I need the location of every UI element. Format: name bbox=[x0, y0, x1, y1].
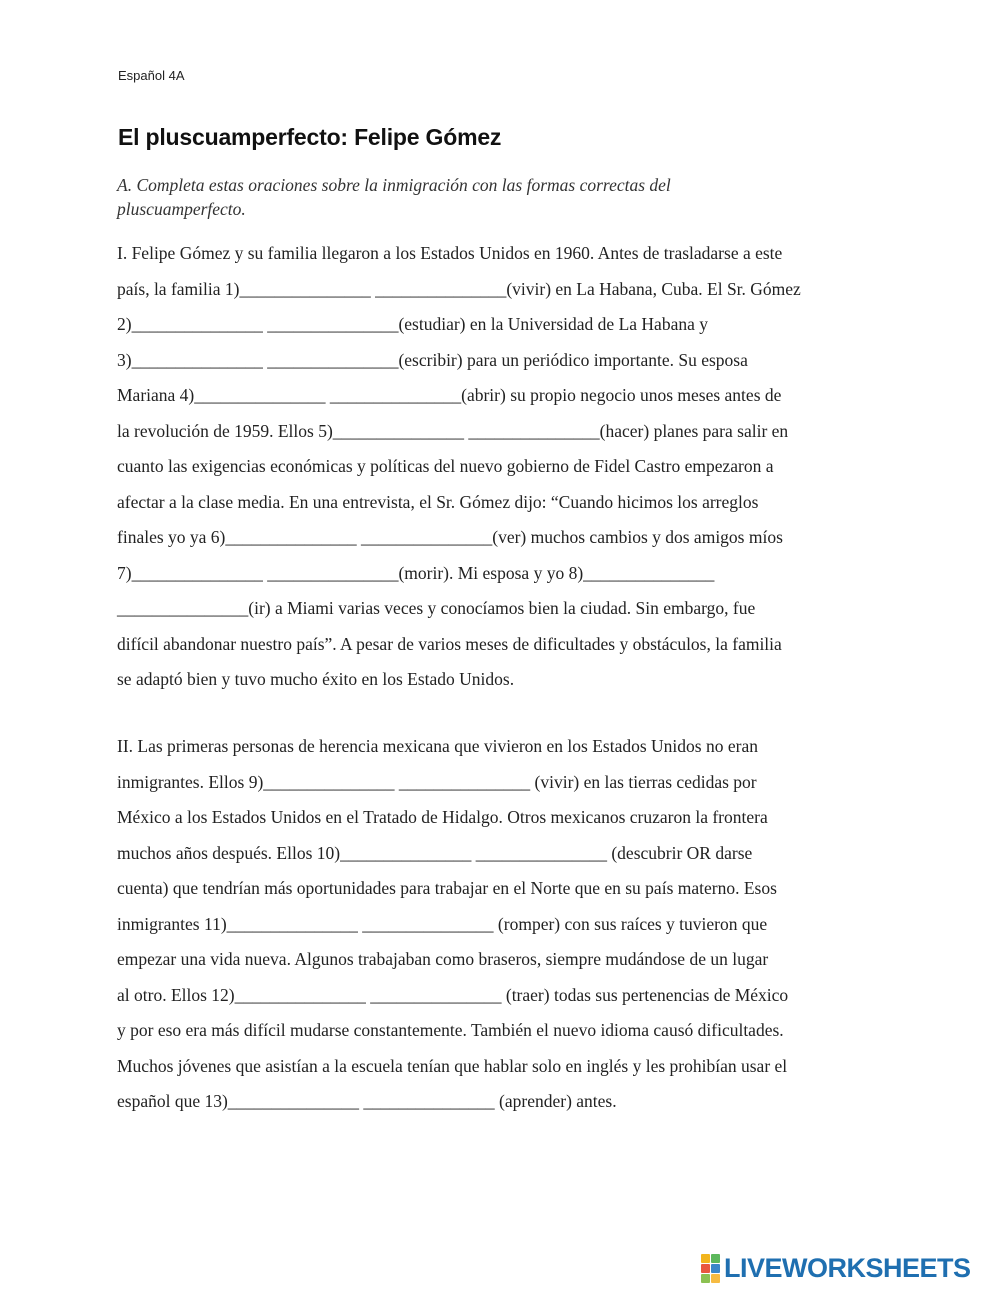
text-line-blank-3[interactable]: 3)_______________ _______________(escribir) para un periódico importante. Su esposa bbox=[117, 349, 748, 370]
text-line: Muchos jóvenes que asistían a la escuela tenían que hablar solo en inglés y les prohibían usar el bbox=[117, 1055, 788, 1076]
text-line-blank-12[interactable]: al otro. Ellos 12)_______________ _______________ (traer) todas sus pertenencias de México bbox=[117, 984, 789, 1005]
logo-tile bbox=[711, 1264, 720, 1273]
text-line-blank-4[interactable]: Mariana 4)_______________ _______________(abrir) su propio negocio unos meses antes de bbox=[117, 385, 782, 405]
logo-icon bbox=[701, 1254, 720, 1283]
text-line-blank-6[interactable]: finales yo ya 6)_______________ _______________(ver) muchos cambios y dos amigos míos bbox=[117, 527, 783, 547]
instruction-line: pluscuamperfecto. bbox=[117, 199, 246, 219]
logo-tile bbox=[701, 1264, 710, 1273]
text-line: México a los Estados Unidos en el Tratado de Hidalgo. Otros mexicanos cruzaron la frontera bbox=[117, 807, 768, 827]
text-line-blank-9[interactable]: inmigrantes. Ellos 9)_______________ _______________ (vivir) en las tierras cedidas por bbox=[117, 771, 757, 792]
course-label: Español 4A bbox=[118, 68, 185, 83]
text-line: cuanto las exigencias económicas y políticas del nuevo gobierno de Fidel Castro empezaron a bbox=[117, 456, 774, 476]
instruction-line: A. Completa estas oraciones sobre la inmigración con las formas correctas del bbox=[117, 175, 671, 195]
logo-tile bbox=[711, 1254, 720, 1263]
text-line-blank-11[interactable]: inmigrantes 11)_______________ _______________ (romper) con sus raíces y tuvieron que bbox=[117, 913, 768, 934]
logo-tile bbox=[701, 1254, 710, 1263]
text-line: y por eso era más difícil mudarse constantemente. También el nuevo idioma causó dificultades. bbox=[117, 1020, 784, 1040]
text-line: II. Las primeras personas de herencia mexicana que vivieron en los Estados Unidos no eran bbox=[117, 736, 758, 756]
logo-tile bbox=[711, 1274, 720, 1283]
text-line: se adaptó bien y tuvo mucho éxito en los Estado Unidos. bbox=[117, 669, 515, 689]
text-line: difícil abandonar nuestro país”. A pesar de varios meses de dificultades y obstáculos, la familia bbox=[117, 633, 782, 654]
text-line-blank-13[interactable]: español que 13)_______________ _______________ (aprender) antes. bbox=[117, 1091, 617, 1111]
text-line-blank-2[interactable]: 2)_______________ _______________(estudiar) en la Universidad de La Habana y bbox=[117, 314, 708, 334]
text-line-blank-5[interactable]: la revolución de 1959. Ellos 5)_______________ _______________(hacer) planes para salir en bbox=[117, 420, 789, 441]
paragraph-section-2 bbox=[117, 729, 887, 1120]
text-line-blank-7-8[interactable]: 7)_______________ _______________(morir). Mi esposa y yo 8)_______________ bbox=[117, 562, 715, 583]
instruction-text bbox=[117, 173, 817, 221]
brand-wordmark: LIVEWORKSHEETS bbox=[724, 1252, 971, 1283]
text-line: cuenta) que tendrían más oportunidades para trabajar en el Norte que en su país materno. Esos bbox=[117, 878, 777, 898]
text-line: afectar a la clase media. En una entrevista, el Sr. Gómez dijo: “Cuando hicimos los arreglos bbox=[117, 491, 759, 512]
text-line-blank-8[interactable]: _______________(ir) a Miami varias veces y conocíamos bien la ciudad. Sin embargo, fue bbox=[117, 598, 756, 618]
text-line-blank-1[interactable]: país, la familia 1)_______________ _______________(vivir) en La Habana, Cuba. El Sr. Gómez bbox=[117, 278, 801, 299]
text-line-blank-10[interactable]: muchos años después. Ellos 10)_______________ _______________ (descubrir OR darse bbox=[117, 842, 753, 863]
text-line: empezar una vida nueva. Algunos trabajaban como braseros, siempre mudándose de un lugar bbox=[117, 949, 769, 969]
paragraph-section-1 bbox=[117, 236, 887, 698]
liveworksheets-logo[interactable] bbox=[701, 1253, 971, 1283]
page-title: El pluscuamperfecto: Felipe Gómez bbox=[118, 124, 502, 150]
text-line: I. Felipe Gómez y su familia llegaron a los Estados Unidos en 1960. Antes de trasladarse a este bbox=[117, 243, 783, 263]
logo-tile bbox=[701, 1274, 710, 1283]
